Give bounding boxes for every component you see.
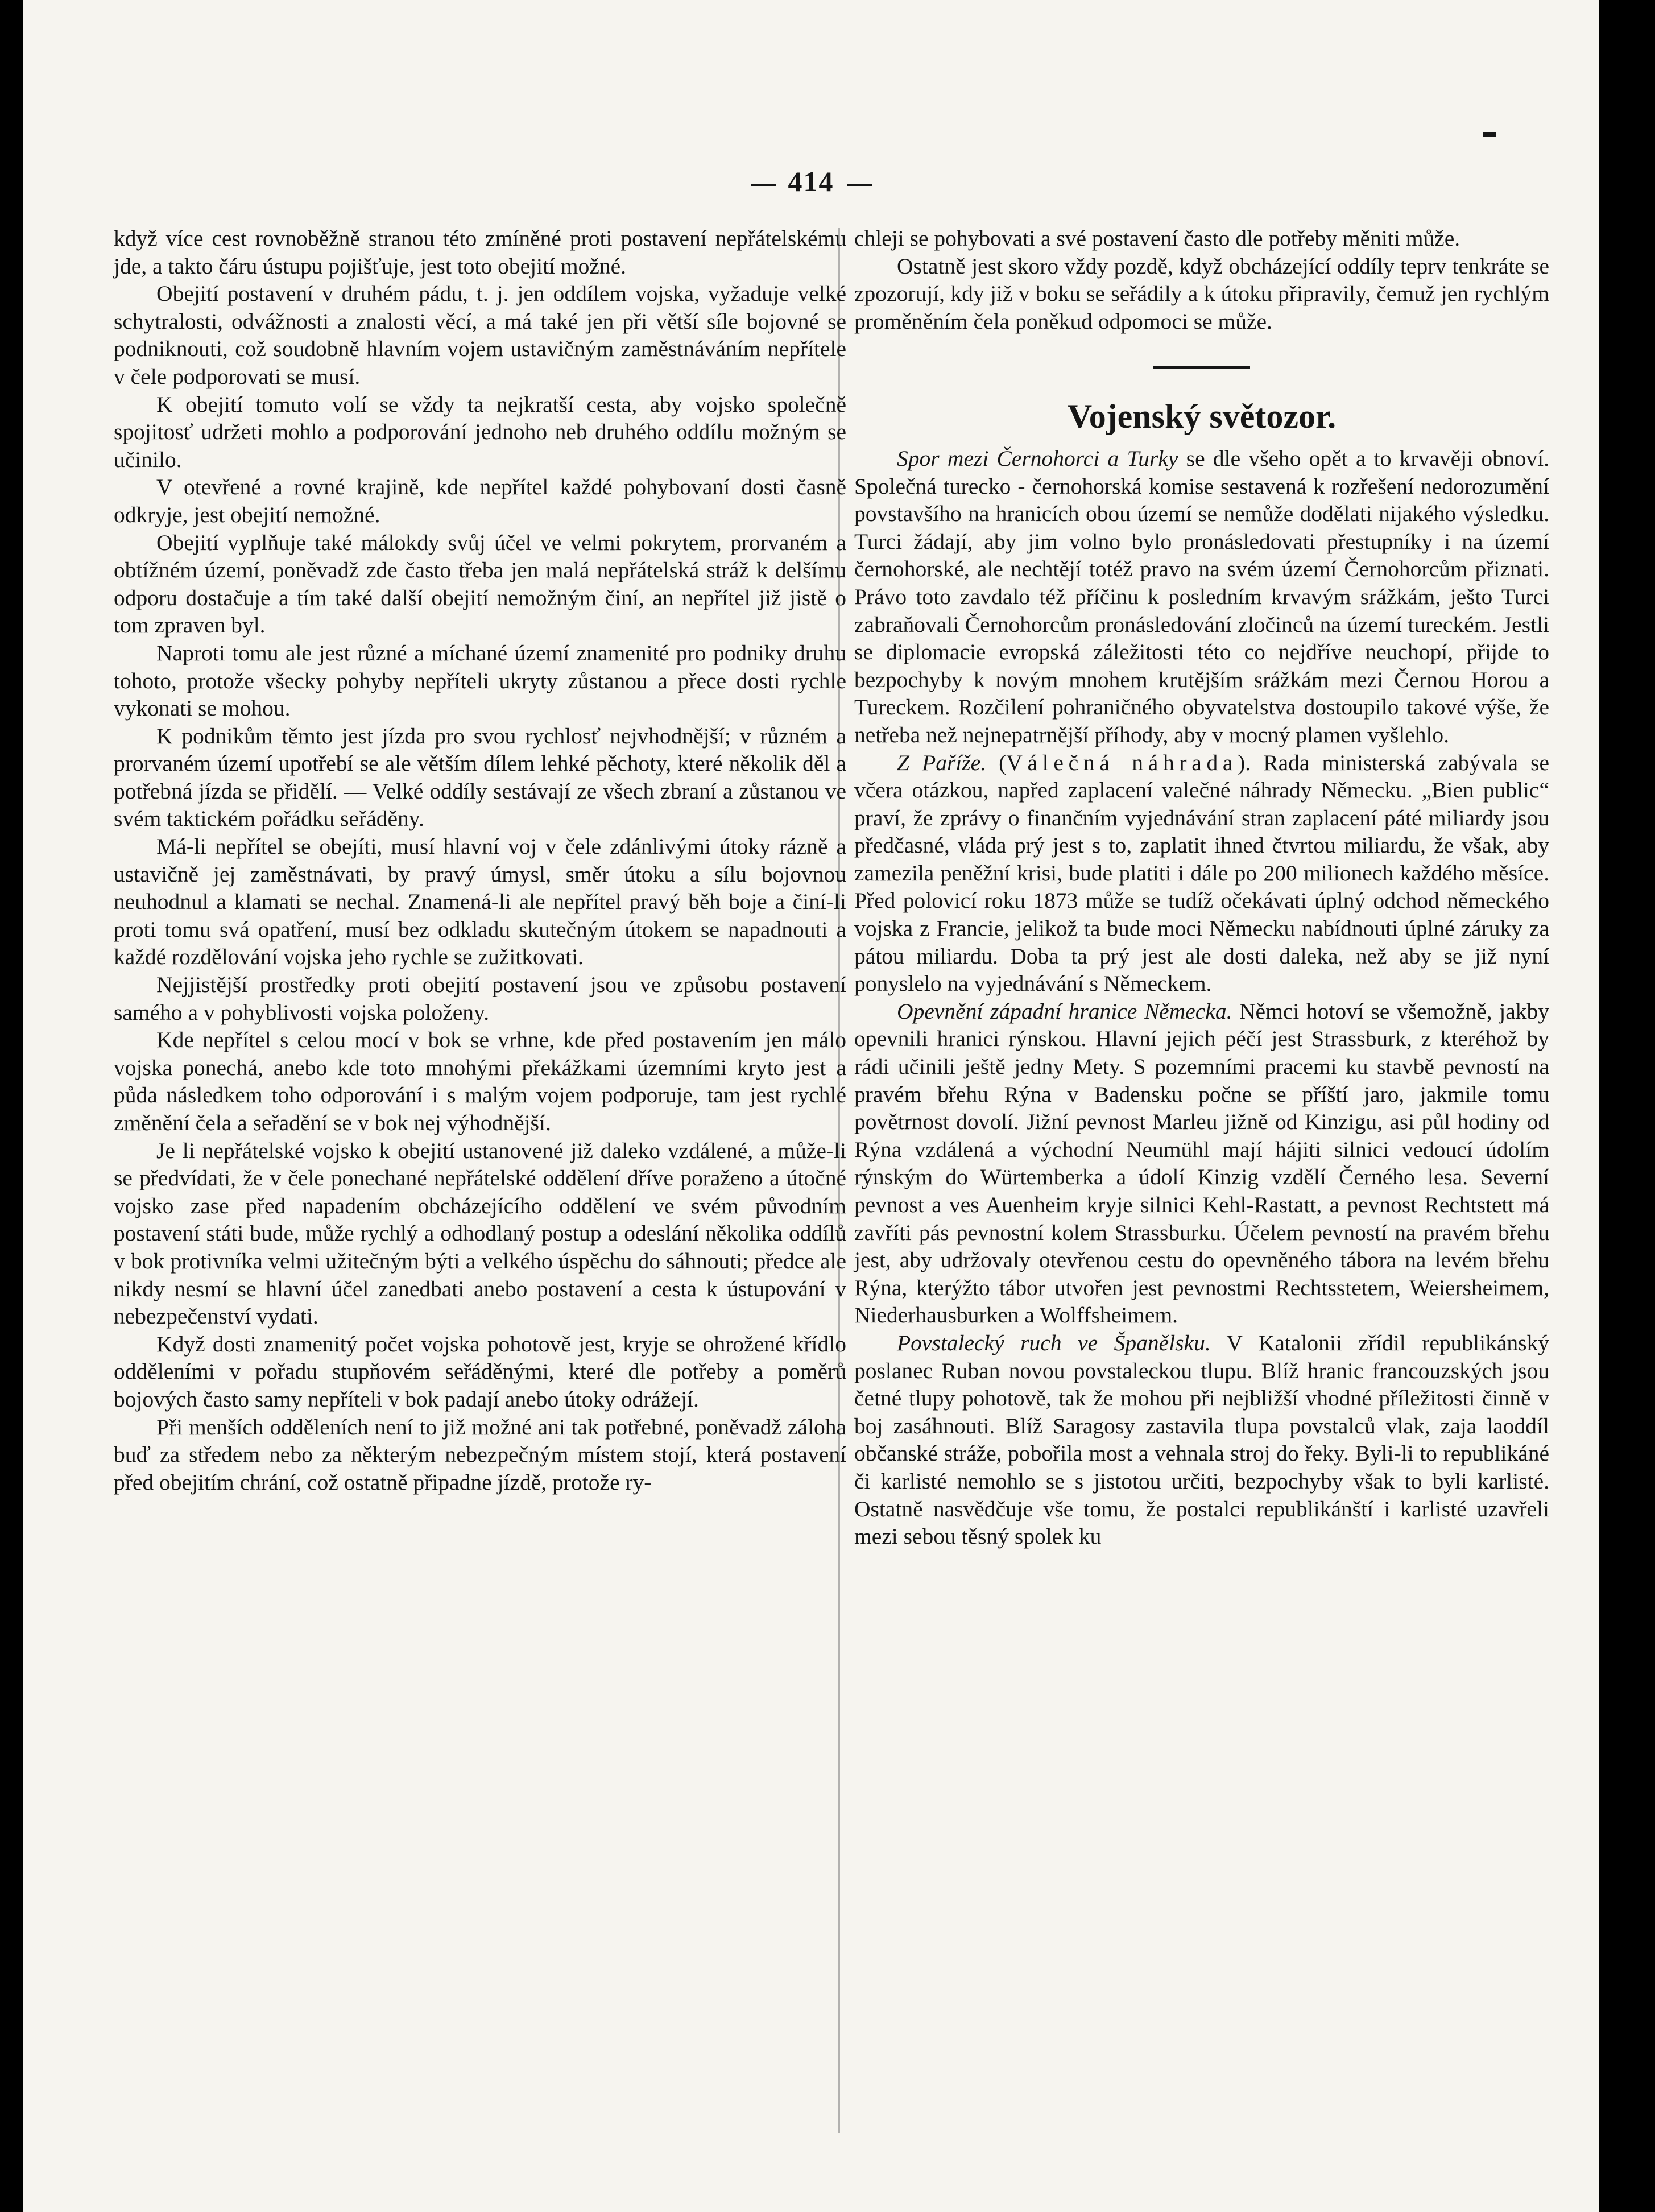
section-heading: Vojenský světozor. [1067, 397, 1337, 435]
paragraph: Naproti tomu ale jest různé a míchané území znamenité pro podniky druhu tohoto, protože všecky pohyby nepříteli ukryty zůstanou a přece dosti rychle vykonati se mohou. [114, 640, 846, 721]
paragraph-continuation: chleji se pohybovati a své postavení často dle potřeby měniti může. [854, 226, 1460, 251]
paragraph: Má-li nepřítel se obejíti, musí hlavní voj v čele zdánlivými útoky rázně a ustavičně jej zaměstnávati, by pravý úmysl, směr útoku a sílu bojovnou neuhodnul a klamati se nechal. Znamená-li ale nepřítel pravý běh boje a činí-li proti tomu svá opatření, musí bez odkladu skutečným útokem se napadnouti a každé rozdělování vojska jeho rychle se zužitkovati. [114, 834, 846, 970]
news-item-subtitle: Válečná náhrada [1006, 750, 1238, 775]
right-column [854, 225, 1549, 1551]
paragraph: K obejití tomuto volí se vždy ta nejkratší cesta, aby vojsko společně spojitosť udržeti mohlo a podporování jednoho neb druhého oddílu možným se učinilo. [114, 391, 846, 472]
paragraph: V otevřené a rovné krajině, kde nepřítel každé pohybovaní dosti časně odkryje, jest obejití nemožné. [114, 474, 846, 527]
news-item-body: ). Rada ministerská zabývala se včera otázkou, napřed zaplacení valečné náhrady Německu. „Bien public“ praví, že zprávy o finančním vyjednávání stran zaplacení páté miliardy jsou předčasné, vláda prý jest s to, zaplatit ihned čtvrtou miliardu, že však, aby zamezila peněžní krisi, bude platiti i dále po 200 milionech každého měsíce. Před polovicí roku 1873 může se tudíž očekávati úplný odchod německého vojska z Francie, jelikož ta bude moci Německu nabídnouti úplné záruky za pátou miliardu. Doba ta prý jest ale dosti daleka, než aby se již nyní ponyslelo na vyjednávání s Německem. [854, 750, 1549, 997]
separator-rule [1153, 366, 1250, 369]
news-item: Z Paříže. (Válečná náhrada). Rada ministerská zabývala se včera otázkou, napřed zaplacení valečné náhrady Německu. „Bien public“ praví, že zprávy o finančním vyjednávání stran zaplacení páté miliardy jsou předčasné, vláda prý jest s to, zaplatit ihned čtvrtou miliardu, že však, aby zamezila peněžní krisi, bude platiti i dále po 200 milionech každého měsíce. Před polovicí roku 1873 může se tudíž očekávati úplný odchod německého vojska z Francie, jelikož ta bude moci Německu nabídnouti úplné záruky za pátou miliardu. Doba ta prý jest ale dosti daleka, než aby se již nyní ponyslelo na vyjednávání s Německem. [854, 750, 1549, 997]
paragraph: Když dosti znamenitý počet vojska pohotově jest, kryje se ohrožené křídlo odděleními v pořadu stupňovém seřáděnými, které dle potřeby a poměrů bojových často samy nepříteli v bok padají anebo útoky odrážejí. [114, 1331, 846, 1412]
paragraph: Nejjistější prostředky proti obejití postavení jsou ve způsobu postavení samého a v pohyblivosti vojska položeny. [114, 972, 846, 1025]
page-number-value: 414 [788, 166, 834, 197]
news-item-title: Opevnění západní hranice Německa. [897, 998, 1232, 1024]
page-number [23, 165, 1599, 198]
news-item-title: Z Paříže. [897, 750, 987, 775]
left-column [114, 225, 846, 1496]
paragraph: Obejití vyplňuje také málokdy svůj účel ve velmi pokrytem, prorvaném a obtížném území, poněvadž zde často třeba jen malá nepřátelská stráž k delšímu odporu dostačuje a tím také další obejití nemožným činí, an nepřítel již jistě o tom zpraven byl. [114, 530, 846, 638]
section-separator [854, 335, 1549, 392]
newspaper-page [23, 0, 1599, 2212]
paragraph: Ostatně jest skoro vždy pozdě, když obcházející oddíly teprv tenkráte se zpozorují, kdy již v boku se seřádily a k útoku připravily, čemuž jen rychlým proměněním čela poněkud odpomoci se může. [854, 253, 1549, 334]
paragraph: K podnikům těmto jest jízda pro svou rychlosť nejvhodnější; v různém a prorvaném území upotřebí se ale větším dílem lehké pěchoty, které několik děl a potřebná jízda se přidělí. — Velké oddíly sestávají ze všech zbraní a zůstanou ve svém taktickém pořádku seřáděny. [114, 723, 846, 832]
paragraph: Kde nepřítel s celou mocí v bok se vrhne, kde před postavením jen málo vojska ponechá, anebo kde toto mnohými překážkami územními kryto jest a půda následkem toho odporování i s malým vojem podporuje, tam jest rychlé změnění čela a seřadění se v bok nej výhodnější. [114, 1027, 846, 1135]
news-item [854, 1329, 1549, 1551]
news-item [854, 998, 1549, 1329]
dash-left [751, 184, 776, 186]
news-item [854, 445, 1549, 749]
paragraph: Obejití postavení v druhém pádu, t. j. jen oddílem vojska, vyžaduje velké schytralosti, odvážnosti a znalosti věcí, a má také jen při větší síle bojovné se podniknouti, což soudobně hlavním vojem ustavičným zaměstnáváním nepřítele v čele podporovati se musí. [114, 281, 846, 389]
paragraph: Při menších odděleních není to již možné ani tak potřebné, poněvadž záloha buď za středem nebo za některým nebezpečným místem stojí, která postavení před obejitím chrání, což ostatně připadne jízdě, protože ry- [114, 1414, 846, 1495]
news-item-title: Spor mezi Černohorci a Turky [897, 445, 1178, 471]
dash-right [847, 184, 872, 186]
news-item-body: se dle všeho opět a to krvavěji obnoví. Společná turecko - černohorská komise sestavená k rozřešení nedorozumění povstavšího na hranicích obou území se nemůže dodělati nijakého výsledku. Turci žádají, aby jim volno bylo pronásledovati přestupníky i na území černohorské, ale nechtějí totéž pravo na svém území Černohorcům přiznati. Právo toto zavdalo též příčinu k posledním krvavým srážkám, ješto Turci zabraňovali Černohorcům pronásledování zločinců na území tureckém. Jestli se diplomacie evropská záležitosti této co nejdříve neuchopí, přijde to bezpochyby k novým mnohem krutějším srážkám mezi Černou Horou a Tureckem. Rozčilení pohraničného obyvatelstva dostoupilo takové výše, že netřeba než nejnepatrnější příhody, aby v mocný plamen vyšlehlo. [854, 445, 1550, 747]
news-item-body: Němci hotoví se všemožně, jakby opevnili hranici rýnskou. Hlavní jejich péčí jest Strassburk, z kteréhož by rádi učinili ještě jedny Mety. S pozemními pracemi ku stavbě pevností na pravém břehu Rýna v Badensku počne se příští jaro, jakmile tomu povětrnost dovolí. Jižní pevnost Marleu jižně od Kinzigu, asi půl hodiny od Rýna vzdálená a východní Neumühl mají hájiti silnici vedoucí údolím rýnským do Würtemberka a údolí Kinzig vzdělí Černého lesa. Severní pevnost a ves Auenheim kryje silnici Kehl-Rastatt, a pevnost Rechtstett má zavříti pás pevnostní kolem Strassburku. Účelem pevností na pravém břehu jest, aby udržovaly otevřenou cestu do opevněného tábora na levém břehu Rýna, kterýžto tábor utvořen jest pevnostmi Rechtsstetem, Weiersheimem, Niederhausburken a Wolffsheimem. [854, 998, 1549, 1328]
paragraph: když více cest rovnoběžně stranou této zmíněné proti postavení nepřátelskému jde, a takto čáru ústupu pojišťuje, jest toto obejití možné. [114, 226, 846, 279]
paragraph: Je li nepřátelské vojsko k obejití ustanovené již daleko vzdálené, a může-li se předvídati, že v čele ponechané nepřátelské oddělení dříve poraženo a útočné vojsko zase před napadením obcházejícího oddělení ve svém původním postavení státi bude, může rychlý a odhodlaný postup a odeslání několika oddílů v bok protivníka velmi užitečným býti a velkého úspěchu do sáhnouti; předce ale nikdy nesmí se hlavní účel zanedbati anebo postavení a cesta k ústupování v nebezpečenství vydati. [114, 1138, 846, 1329]
news-item-title: Povstalecký ruch ve Španělsku. [897, 1330, 1211, 1355]
news-item-body: V Katalonii zřídil republikánský poslanec Ruban novou povstaleckou tlupu. Blíž hranic francouzských jsou četné tlupy pohotově, tak že mohou při nejbližší vhodné příležitosti činně v boj zasáhnouti. Blíž Saragosy zastavila tlupa povstalců vlak, zaja laoddíl občanské stráže, pobořila most a vehnala stroj do řeky. Byli-li to republikáné či karlisté nemohlo se s jistotou určiti, bezpochyby však to byli karlisté. Ostatně nasvědčuje vše tomu, že postalci republikánští i karlisté uzavřeli mezi sebou těsný spolek ku [854, 1330, 1549, 1549]
print-mark [1483, 132, 1496, 137]
